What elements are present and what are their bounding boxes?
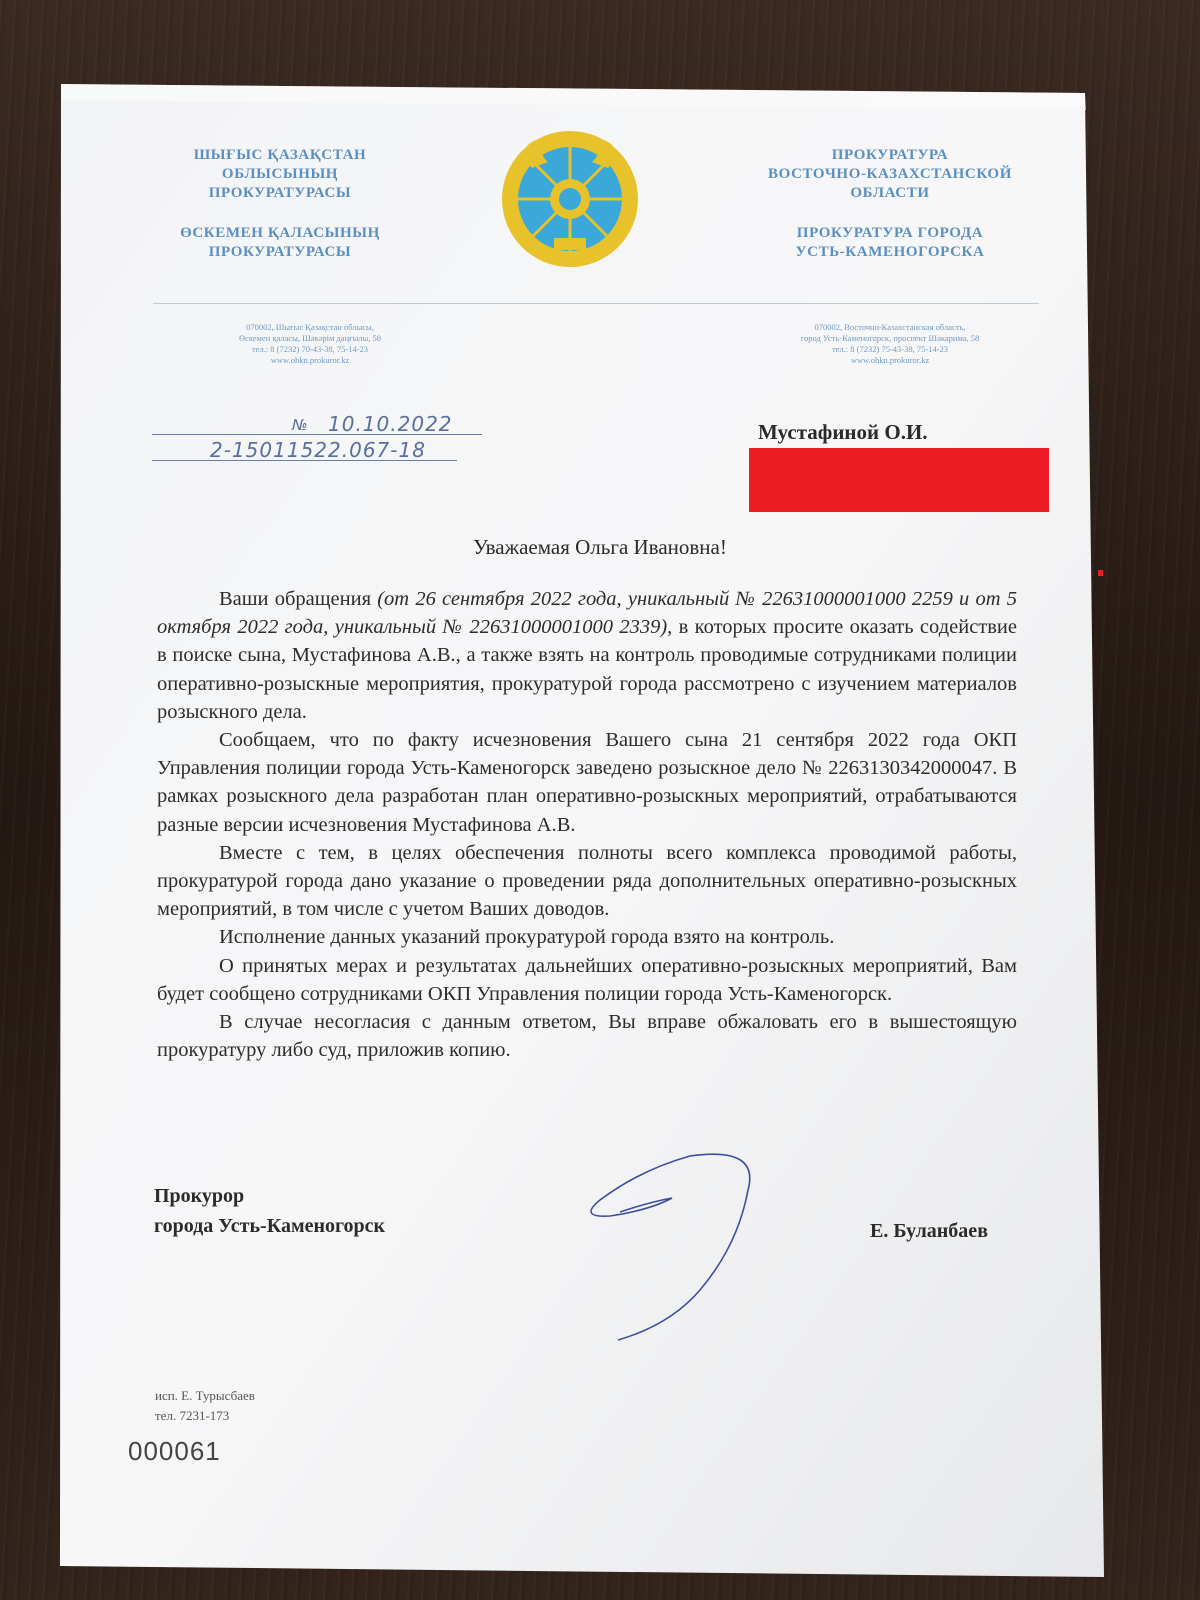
red-mark xyxy=(1098,570,1103,576)
header-right-address xyxy=(745,322,1035,366)
address-line: тел.: 8 (7232) 70-43-38, 75-14-23 xyxy=(251,344,369,354)
header-right-line: УСТЬ-КАМЕНОГОРСКА xyxy=(795,244,985,260)
signatory-title-line: города Усть-Каменогорск xyxy=(154,1215,386,1237)
signatory-title xyxy=(154,1181,385,1241)
header-right-line: ПРОКУРАТУРА ГОРОДА xyxy=(796,225,984,241)
salutation: Уважаемая Ольга Ивановна! xyxy=(473,535,727,559)
address-line: город Усть-Каменогорск, проспект Шакарима, 58 xyxy=(800,333,980,343)
body-text: Ваши обращения xyxy=(219,588,378,610)
registration-number-sign: № xyxy=(292,416,309,434)
executor-name: исп. Е. Турысбаев xyxy=(155,1388,255,1403)
header-right-line: ПРОКУРАТУРА xyxy=(831,147,949,163)
body-paragraph: Исполнение данных указаний прокуратурой города взято на контроль. xyxy=(219,926,835,949)
header-left-regional xyxy=(150,146,410,203)
signatory-title-line: Прокурор xyxy=(154,1185,245,1207)
header-right-city xyxy=(735,224,1045,262)
letter-body xyxy=(157,585,1017,1064)
body-italic-text: (от 26 сентября 2022 года, уникальный № 22631000001000 2259 и от 5 октября 2022 года, уникальный № 22631000001000 2339) xyxy=(157,588,1017,639)
redacted-address xyxy=(749,448,1049,512)
serial-number: 000061 xyxy=(128,1436,221,1466)
body-text: , в которых просите оказать содействие в поиске сына, Мустафинова А.В., а также взять на контроль проводимые сотрудниками полиции оперативно-розыскные мероприятия, прокуратурой города рассмотрено с изучением материалов розыскного дела. xyxy=(157,616,1018,723)
header-right-regional xyxy=(735,146,1045,203)
recipient-name: Мустафиной О.И. xyxy=(758,420,928,444)
body-paragraph: В случае несогласия с данным ответом, Вы вправе обжаловать его в вышестоящую прокуратуру либо суд, приложив копию. xyxy=(157,1011,1017,1062)
header-left-city xyxy=(150,224,410,262)
executor-info xyxy=(155,1386,255,1426)
address-line: Өскемен қаласы, Шәкәрім даңғылы, 58 xyxy=(238,333,382,343)
registration-number: 2-15011522.067-18 xyxy=(210,438,426,462)
header-left-line: ПРОКУРАТУРАСЫ xyxy=(208,185,352,201)
header-left-line: ӨСКЕМЕН ҚАЛАСЫНЫҢ xyxy=(180,225,380,241)
header-left-line: ПРОКУРАТУРАСЫ xyxy=(208,244,352,260)
address-line: 070002, Восточно-Казахстанская область, xyxy=(814,322,966,332)
body-paragraph: Вместе с тем, в целях обеспечения полноты всего комплекса проводимой работы, прокуратурой города дано указание о проведении ряда дополнительных оперативно-розыскных мероприятий, в том числе с учетом Ваших доводов. xyxy=(157,841,1017,921)
address-line: тел.: 8 (7232) 75-43-38, 75-14-23 xyxy=(831,344,949,354)
address-line: 070002, Шығыс Қазақстан облысы, xyxy=(246,322,374,332)
header-right-line: ОБЛАСТИ xyxy=(850,185,930,201)
header-left-line: ОБЛЫСЫНЫҢ xyxy=(221,166,339,182)
executor-phone: тел. 7231-173 xyxy=(155,1408,230,1423)
signatory-name: Е. Буланбаев xyxy=(870,1220,988,1242)
address-line: www.ohkn.prokuror.kz xyxy=(270,355,350,365)
handwritten-signature xyxy=(580,1150,780,1350)
kazakhstan-emblem-icon xyxy=(496,128,644,270)
body-paragraph xyxy=(157,585,1017,726)
header-left-line: ШЫҒЫС ҚАЗАҚСТАН xyxy=(193,147,367,163)
body-paragraph: Сообщаем, что по факту исчезновения Вашего сына 21 сентября 2022 года ОКП Управления полиции города Усть-Каменогорск заведено розыскное дело № 2263130342000047. В рамках розыскного дела разработан план оперативно-розыскных мероприятий, отрабатываются разные версии исчезновения Мустафинова А.В. xyxy=(157,729,1017,836)
header-divider xyxy=(153,303,1039,304)
body-paragraph: О принятых мерах и результатах дальнейших оперативно-розыскных мероприятий, Вам будет сообщено сотрудниками ОКП Управления полиции города Усть-Каменогорск. xyxy=(157,954,1017,1005)
registration-date: 10.10.2022 xyxy=(328,412,453,436)
address-line: www.ohkn.prokuror.kz xyxy=(850,355,930,365)
header-right-line: ВОСТОЧНО-КАЗАХСТАНСКОЙ xyxy=(768,166,1012,182)
header-left-address xyxy=(190,322,430,366)
